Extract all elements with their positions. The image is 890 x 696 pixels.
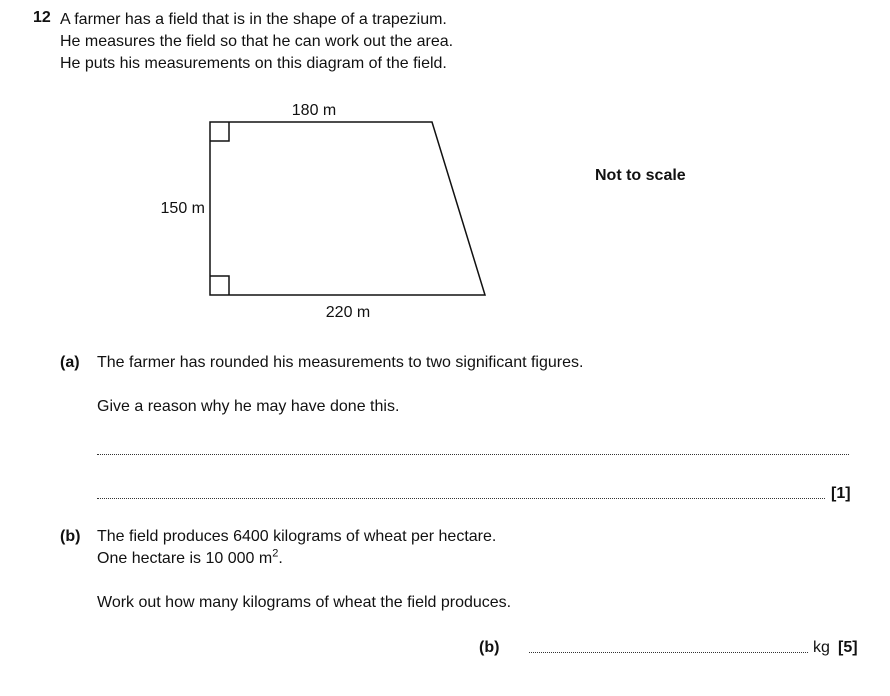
part-b-answer-label: (b) [479, 639, 500, 656]
intro-line-1: A farmer has a field that is in the shape of a trapezium. [60, 11, 447, 28]
part-b-text-2 [97, 547, 283, 568]
part-a-text-1: The farmer has rounded his measurements to two significant figures. [97, 354, 584, 371]
trapezium-shape [210, 122, 485, 295]
intro-line-3: He puts his measurements on this diagram of the field. [60, 55, 447, 72]
right-angle-marker-top [210, 122, 229, 141]
part-b-unit: kg [813, 639, 830, 656]
top-side-label: 180 m [291, 102, 337, 119]
answer-line-a-1[interactable] [97, 454, 849, 455]
part-b-text-1: The field produces 6400 kilograms of wheat per hectare. [97, 528, 497, 545]
left-side-label: 150 m [160, 200, 205, 217]
part-b-text-2-end: . [278, 550, 283, 567]
part-b-label: (b) [60, 528, 81, 545]
answer-line-a-2[interactable] [97, 498, 825, 499]
part-a-label: (a) [60, 354, 80, 371]
part-b-text-3: Work out how many kilograms of wheat the field produces. [97, 594, 512, 611]
squared-superscript: 2 [272, 547, 279, 560]
intro-line-2: He measures the field so that he can work out the area. [60, 33, 454, 50]
part-b-marks: [5] [838, 639, 858, 656]
part-b-text-2-main: One hectare is 10 000 m [97, 550, 273, 567]
right-angle-marker-bottom [210, 276, 229, 295]
part-a-text-2: Give a reason why he may have done this. [97, 398, 400, 415]
trapezium-diagram [0, 0, 890, 340]
answer-line-b[interactable] [529, 652, 808, 653]
not-to-scale-note: Not to scale [595, 167, 686, 184]
part-a-marks: [1] [831, 485, 851, 502]
bottom-side-label: 220 m [325, 304, 371, 321]
question-number: 12 [33, 9, 51, 26]
